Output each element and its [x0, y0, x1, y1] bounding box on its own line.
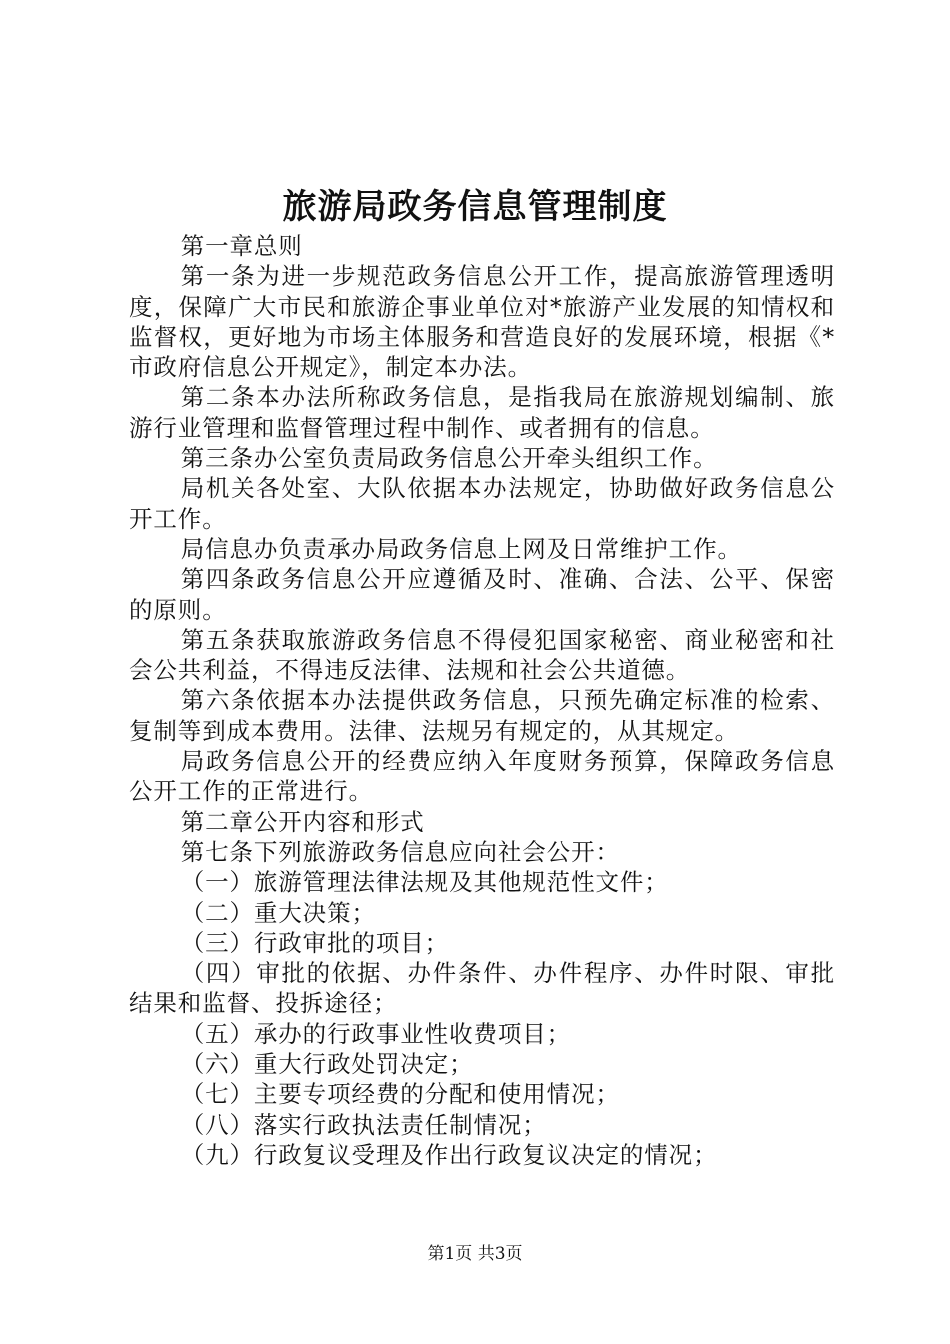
paragraph: 第一条为进一步规范政务信息公开工作，提高旅游管理透明度，保障广大市民和旅游企事业单位对*旅游产业发展的知情权和监督权，更好地为市场主体服务和营造良好的发展环境，根据《*市政府信息公开规定》，制定本办法。 — [129, 262, 835, 382]
list-item: （五）承办的行政事业性收费项目； — [180, 1019, 572, 1048]
list-item: （四）审批的依据、办件条件、办件程序、办件时限、审批结果和监督、投拆途径； — [129, 959, 835, 1018]
list-item: （九）行政复议受理及作出行政复议决定的情况； — [180, 1140, 718, 1169]
paragraph: 第五条获取旅游政务信息不得侵犯国家秘密、商业秘密和社会公共利益，不得违反法律、法规和社会公共道德。 — [129, 625, 835, 685]
paragraph: 第六条依据本办法提供政务信息，只预先确定标准的检索、复制等到成本费用。法律、法规另有规定的，从其规定。 — [129, 686, 835, 745]
document-body — [129, 231, 835, 1170]
chapter-heading: 第一章总则 — [180, 232, 303, 260]
list-item: （一）旅游管理法律法规及其他规范性文件； — [180, 868, 669, 897]
list-item: （六）重大行政处罚决定； — [180, 1050, 474, 1079]
list-item: （三）行政审批的项目； — [180, 928, 450, 957]
list-item: （八）落实行政执法责任制情况； — [180, 1110, 547, 1139]
paragraph: 局机关各处室、大队依据本办法规定，协助做好政务信息公开工作。 — [129, 474, 835, 533]
document-title: 旅游局政务信息管理制度 — [282, 187, 668, 227]
paragraph: 局信息办负责承办局政务信息上网及日常维护工作。 — [180, 534, 742, 563]
paragraph: 第三条办公室负责局政务信息公开牵头组织工作。 — [180, 444, 718, 473]
paragraph: 第二条本办法所称政务信息，是指我局在旅游规划编制、旅游行业管理和监督管理过程中制作、或者拥有的信息。 — [129, 383, 835, 442]
list-item: （七）主要专项经费的分配和使用情况； — [180, 1080, 620, 1109]
paragraph: 第四条政务信息公开应遵循及时、准确、合法、公平、保密的原则。 — [129, 565, 835, 624]
chapter-heading: 第二章公开内容和形式 — [180, 807, 425, 836]
list-item: （二）重大决策； — [180, 898, 376, 927]
paragraph: 第七条下列旅游政务信息应向社会公开： — [180, 837, 620, 866]
paragraph: 局政务信息公开的经费应纳入年度财务预算，保障政务信息公开工作的正常进行。 — [129, 747, 835, 806]
page-footer: 第1页 共3页 — [427, 1244, 523, 1264]
